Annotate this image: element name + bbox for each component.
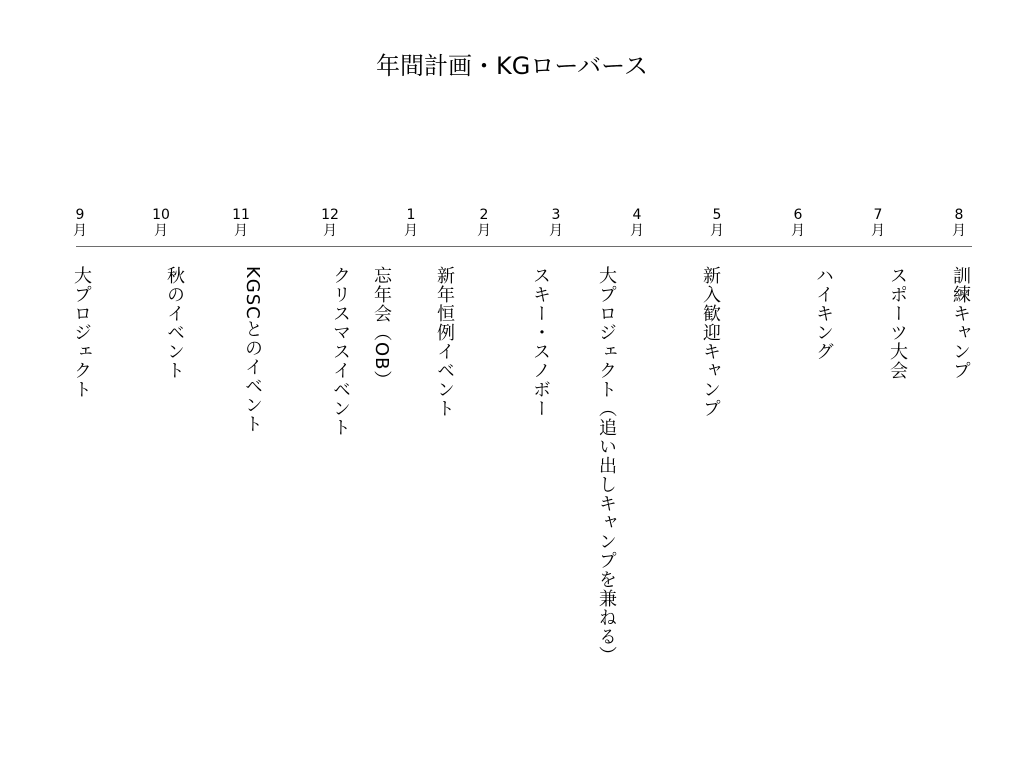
month-number: 4 xyxy=(632,207,642,223)
month-number: 8 xyxy=(954,207,964,223)
month-unit: 月 xyxy=(630,223,644,239)
event-label-jun: ハイキング xyxy=(813,266,834,361)
timeline-axis-line xyxy=(76,246,972,247)
month-number: 10 xyxy=(152,207,170,223)
month-label-nov xyxy=(223,207,259,239)
month-unit: 月 xyxy=(73,223,87,239)
month-number: 3 xyxy=(551,207,561,223)
month-number: 11 xyxy=(232,207,250,223)
event-label-jul: スポーツ大会 xyxy=(887,266,908,380)
month-label-mar xyxy=(538,207,574,239)
month-unit: 月 xyxy=(952,223,966,239)
month-unit: 月 xyxy=(323,223,337,239)
month-label-jun xyxy=(780,207,816,239)
month-label-aug xyxy=(941,207,977,239)
month-label-sep xyxy=(62,207,98,239)
month-label-feb xyxy=(466,207,502,239)
event-label-jan: 忘年会（OB） xyxy=(371,266,392,390)
month-label-jan xyxy=(393,207,429,239)
month-unit: 月 xyxy=(871,223,885,239)
event-label-may: 新入歓迎キャンプ xyxy=(700,266,721,418)
month-number: 2 xyxy=(479,207,489,223)
event-label-apr: 大プロジェクト（追い出しキャンプを兼ねる） xyxy=(596,266,617,665)
month-label-apr xyxy=(619,207,655,239)
month-number: 5 xyxy=(712,207,722,223)
month-number: 1 xyxy=(406,207,416,223)
month-number: 6 xyxy=(793,207,803,223)
slide-title: 年間計画・KGローバース xyxy=(376,52,648,80)
month-number: 12 xyxy=(321,207,339,223)
event-label-aug: 訓練キャンプ xyxy=(950,266,971,380)
event-label-dec: クリスマスイベント xyxy=(330,266,351,437)
month-label-dec xyxy=(312,207,348,239)
month-number: 7 xyxy=(873,207,883,223)
month-label-jul xyxy=(860,207,896,239)
month-unit: 月 xyxy=(404,223,418,239)
event-label-mar: スキー・スノボー xyxy=(530,266,551,418)
month-label-may xyxy=(699,207,735,239)
month-unit: 月 xyxy=(477,223,491,239)
month-unit: 月 xyxy=(154,223,168,239)
month-unit: 月 xyxy=(549,223,563,239)
event-label-nov: KGSCとのイベント xyxy=(242,266,263,434)
month-label-oct xyxy=(143,207,179,239)
event-label-oct: 秋のイベント xyxy=(164,266,185,380)
month-unit: 月 xyxy=(791,223,805,239)
month-unit: 月 xyxy=(234,223,248,239)
month-unit: 月 xyxy=(710,223,724,239)
month-number: 9 xyxy=(75,207,85,223)
event-label-sep: 大プロジェクト xyxy=(71,266,92,399)
event-label-feb: 新年恒例イベント xyxy=(434,266,455,418)
